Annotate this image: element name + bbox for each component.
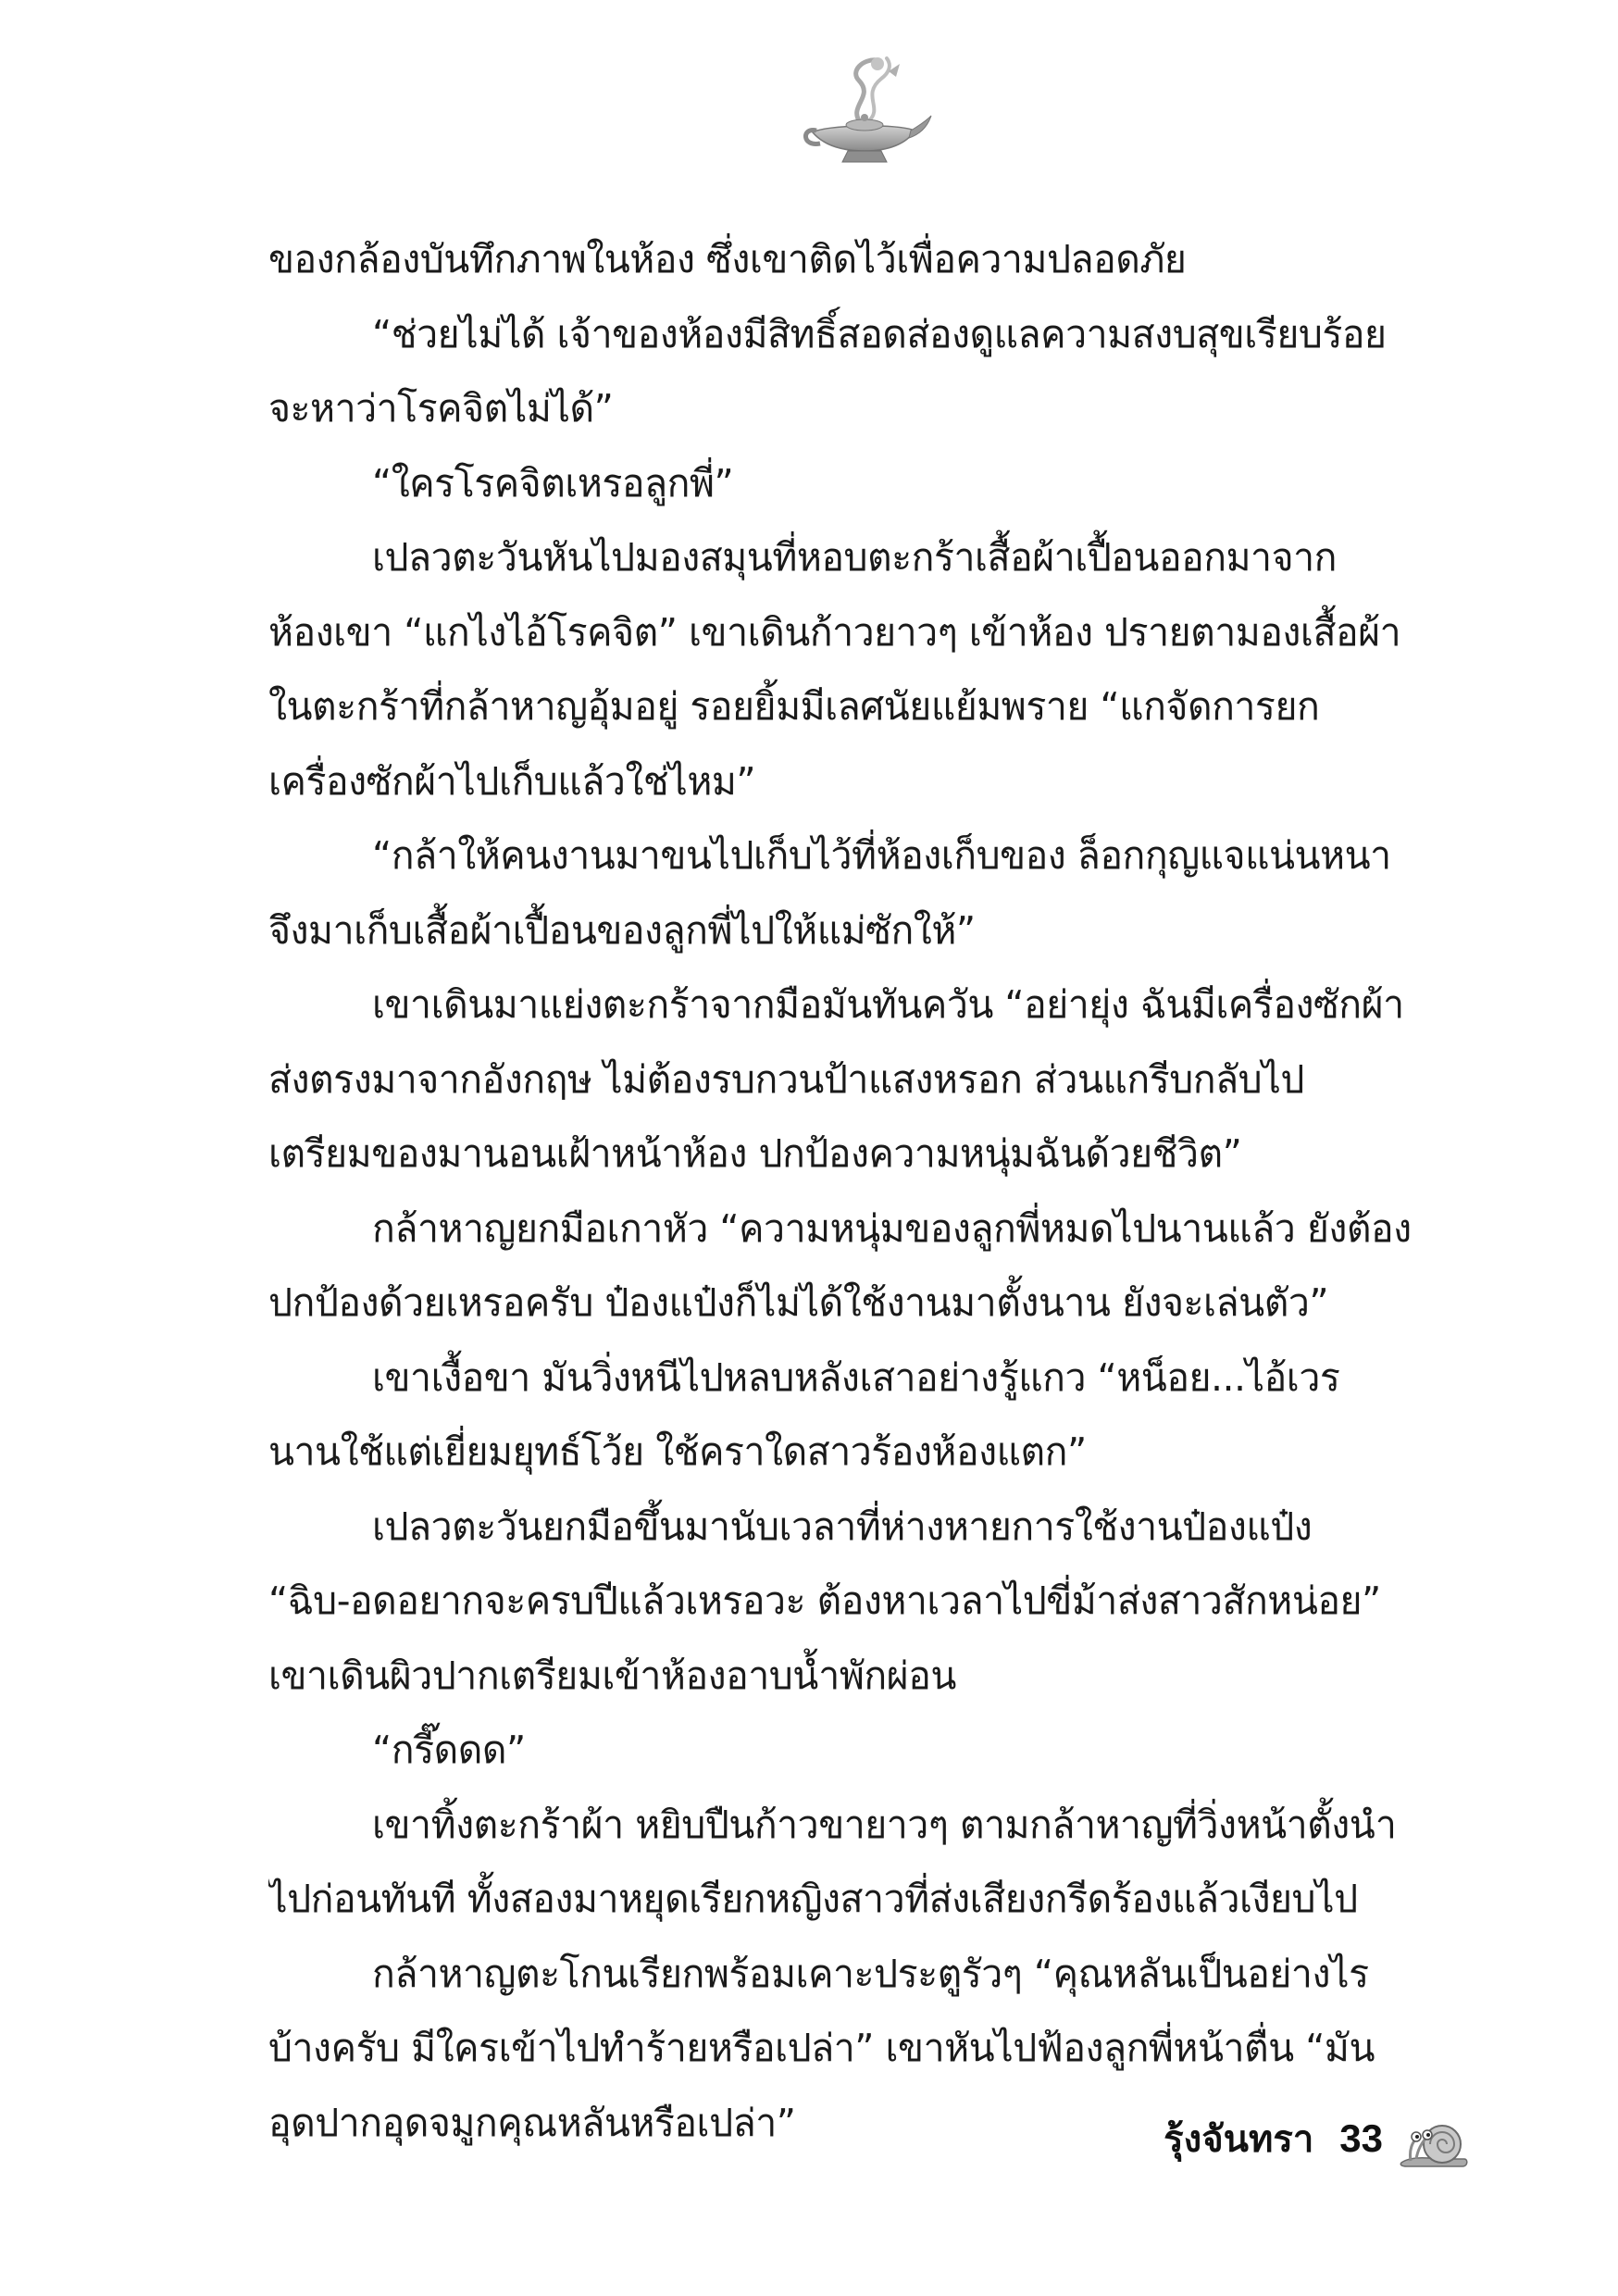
text-line: กล้าหาญยกมือเกาหัว “ความหนุ่มของลูกพี่หมดไปนานแล้ว ยังต้อง bbox=[372, 1205, 1412, 1251]
text-line: กล้าหาญตะโกนเรียกพร้อมเคาะประตูรัวๆ “คุณหลันเป็นอย่างไร bbox=[372, 1951, 1369, 1996]
text-line: ของกล้องบันทึกภาพในห้อง ซึ่งเขาติดไว้เพื่อความปลอดภัย bbox=[268, 237, 1187, 281]
text-line: ห้องเขา “แกไงไอ้โรคจิต” เขาเดินก้าวยาวๆ เข้าห้อง ปรายตามองเสื้อผ้า bbox=[268, 609, 1401, 655]
text-line: ไปก่อนทันที ทั้งสองมาหยุดเรียกหญิงสาวที่ส่งเสียงกรีดร้องแล้วเงียบไป bbox=[268, 1877, 1358, 1921]
text-line: “ใครโรคจิตเหรอลูกพี่” bbox=[372, 460, 734, 505]
text-line: เปลวตะวันหันไปมองสมุนที่หอบตะกร้าเสื้อผ้าเปื้อนออกมาจาก bbox=[372, 535, 1337, 580]
text-line: เขาเงื้อขา มันวิ่งหนีไปหลบหลังเสาอย่างรู้แกว “หน็อย...ไอ้เวร bbox=[372, 1354, 1340, 1400]
text-line: ส่งตรงมาจากอังกฤษ ไม่ต้องรบกวนป้าแสงหรอก ส่วนแกรีบกลับไป bbox=[268, 1056, 1304, 1102]
text-line: เขาทิ้งตะกร้าผ้า หยิบปืนก้าวขายาวๆ ตามกล้าหาญที่วิ่งหน้าตั้งนำ bbox=[372, 1802, 1397, 1847]
text-line: “ช่วยไม่ได้ เจ้าของห้องมีสิทธิ์สอดส่องดูแลความสงบสุขเรียบร้อย bbox=[372, 311, 1387, 356]
text-line: ปกป้องด้วยเหรอครับ ป๋องแป๋งก็ไม่ได้ใช้งานมาตั้งนาน ยังจะเล่นตัว” bbox=[268, 1280, 1329, 1325]
text-line: “กล้าให้คนงานมาขนไปเก็บไว้ที่ห้องเก็บของ ล็อกกุญแจแน่นหนา bbox=[372, 833, 1391, 878]
text-line: ในตะกร้าที่กล้าหาญอุ้มอยู่ รอยยิ้มมีเลศนัยแย้มพราย “แกจัดการยก bbox=[268, 684, 1320, 729]
snail-icon bbox=[1396, 2102, 1470, 2176]
text-line: จึงมาเก็บเสื้อผ้าเปื้อนของลูกพี่ไปให้แม่ซักให้” bbox=[268, 907, 976, 953]
page-footer bbox=[1164, 2097, 1470, 2180]
text-line: อุดปากอุดจมูกคุณหลันหรือเปล่า” bbox=[268, 2100, 796, 2145]
text-line: เตรียมของมานอนเฝ้าหน้าห้อง ปกป้องความหนุ่มฉันด้วยชีวิต” bbox=[268, 1131, 1242, 1176]
genie-lamp-icon bbox=[796, 51, 935, 171]
text-line: จะหาว่าโรคจิตไม่ได้” bbox=[268, 386, 614, 430]
text-line: “ฉิบ-อดอยากจะครบปีแล้วเหรอวะ ต้องหาเวลาไปขี่ม้าส่งสาวสักหน่อย” bbox=[268, 1578, 1381, 1623]
text-line: “กรี๊ดดด” bbox=[372, 1728, 526, 1772]
text-line: เครื่องซักผ้าไปเก็บแล้วใช่ไหม” bbox=[268, 758, 756, 804]
text-line: เปลวตะวันยกมือขึ้นมานับเวลาที่ห่างหายการใช้งานป๋องแป๋ง bbox=[372, 1504, 1313, 1549]
text-line: บ้างครับ มีใครเข้าไปทำร้ายหรือเปล่า” เขาหันไปฟ้องลูกพี่หน้าตื่น “มัน bbox=[268, 2026, 1375, 2070]
text-line: นานใช้แต่เยี่ยมยุทธ์โว้ย ใช้คราใดสาวร้องห้องแตก” bbox=[268, 1429, 1087, 1474]
text-line: เขาเดินมาแย่งตะกร้าจากมือมันทันควัน “อย่ายุ่ง ฉันมีเครื่องซักผ้า bbox=[372, 982, 1404, 1027]
book-title: รุ้งจันทรา bbox=[1164, 2118, 1314, 2161]
body-text bbox=[268, 222, 1472, 2160]
page-number: 33 bbox=[1339, 2116, 1383, 2160]
text-line: เขาเดินผิวปากเตรียมเข้าห้องอาบน้ำพักผ่อน bbox=[268, 1653, 956, 1698]
